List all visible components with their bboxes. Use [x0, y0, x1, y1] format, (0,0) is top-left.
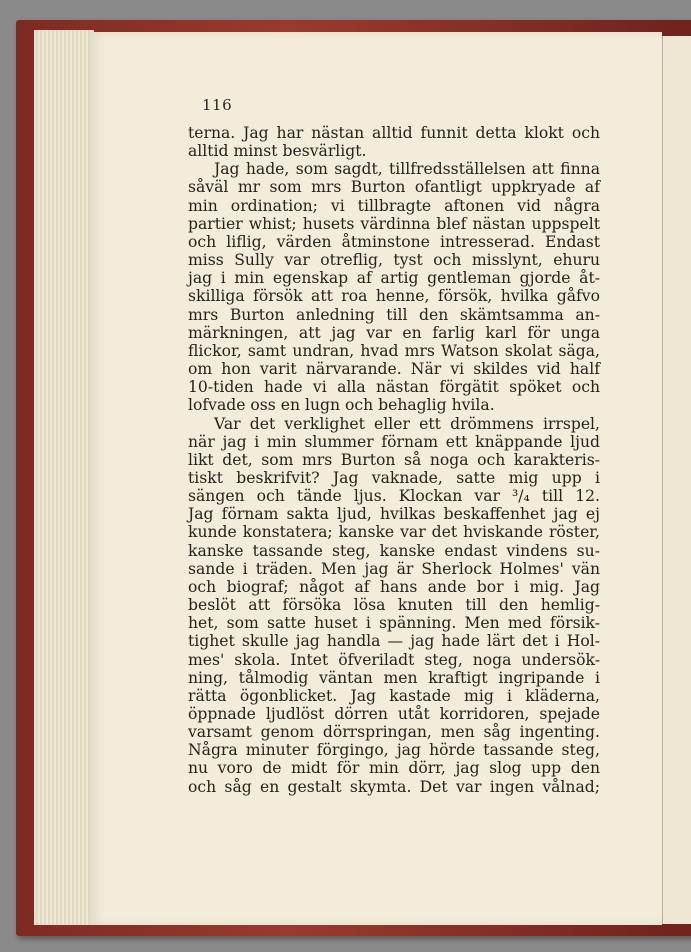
text-line: öppnade ljudlöst dörren utåt korridoren, spejade	[188, 705, 600, 723]
text-line: jag i min egenskap af artig gentleman gjorde åt-	[188, 269, 600, 288]
text-line: alltid minst besvärligt.	[188, 142, 367, 161]
text-line: kanske tassande steg, kanske endast vindens su-	[188, 541, 600, 560]
text-line: såväl mr som mrs Burton ofantligt uppkryade af	[188, 178, 600, 197]
text-line: lofvade oss en lugn och behaglig hvila.	[188, 396, 495, 415]
text-line: tiskt beskrifvit? Jag vaknade, satte mig upp i	[188, 468, 600, 487]
text-line: om hon varit närvarande. När vi skildes vid half	[188, 360, 600, 379]
text-line: mrs Burton anledning till den skämtsamma an-	[188, 305, 600, 324]
text-line: och biograf; något af hans ande bor i mig. Jag	[188, 577, 600, 596]
text-line: mes' skola. Intet öfveriladt steg, noga undersök-	[188, 650, 600, 669]
text-line: Jag förnam sakta ljud, hvilkas beskaffenhet jag ej	[188, 505, 600, 524]
text-line: och såg en gestalt skymta. Det var ingen vålnad;	[188, 777, 600, 796]
text-line: likt det, som mrs Burton så noga och karakteris-	[188, 450, 600, 469]
text-line: Var det verklighet eller ett drömmens irrspel,	[214, 414, 600, 433]
text-line: het, som satte huset i spänning. Men med försik-	[188, 614, 600, 633]
text-line: ning, tålmodig väntan men kraftigt ingripande i	[188, 668, 600, 687]
text-line: sängen och tände ljus. Klockan var ³/₄ till 12.	[188, 487, 600, 506]
text-line: märkningen, att jag var en farlig karl för unga	[188, 323, 600, 342]
text-line: kunde konstatera; kanske var det hviskande röster,	[188, 523, 600, 542]
text-line: varsamt genom dörrspringan, men såg ingenting.	[188, 723, 600, 742]
next-page-edge	[662, 36, 691, 924]
text-line: skilliga försök att roa henne, försök, hvilka gåfvo	[188, 287, 600, 306]
page-edges	[34, 30, 94, 925]
text-line: min ordination; vi tillbragte aftonen vid några	[188, 196, 600, 215]
text-line: terna. Jag har nästan alltid funnit detta klokt och	[188, 124, 600, 142]
text-line: 10-tiden hade vi alla nästan förgätit spöket och	[188, 378, 600, 397]
text-line: nu voro de midt för min dörr, jag slog upp den	[188, 759, 600, 778]
text-line: tighet skulle jag handla — jag hade lärt det i Hol-	[188, 632, 600, 651]
text-line: när jag i min slummer förnam ett knäppande ljud	[188, 432, 600, 451]
text-line: miss Sully var otreflig, tyst och misslynt, ehuru	[188, 251, 600, 270]
text-line: flickor, samt undran, hvad mrs Watson skolat säga,	[188, 341, 600, 360]
text-line: och liflig, värden åtminstone intresserad. Endast	[188, 232, 600, 251]
text-line: Några minuter förgingo, jag hörde tassande steg,	[188, 741, 600, 760]
page-number: 116	[202, 96, 233, 114]
text-line: rätta ögonblicket. Jag kastade mig i kläderna,	[188, 686, 600, 705]
text-line: sande i träden. Men jag är Sherlock Holmes' vän	[188, 559, 600, 578]
text-line: beslöt att försöka lösa knuten till den hemlig-	[188, 596, 600, 615]
text-line: Jag hade, som sagdt, tillfredsställelsen att finna	[214, 160, 600, 179]
body-text	[188, 124, 600, 796]
text-line: partier whist; husets värdinna blef nästan uppspelt	[188, 214, 600, 233]
